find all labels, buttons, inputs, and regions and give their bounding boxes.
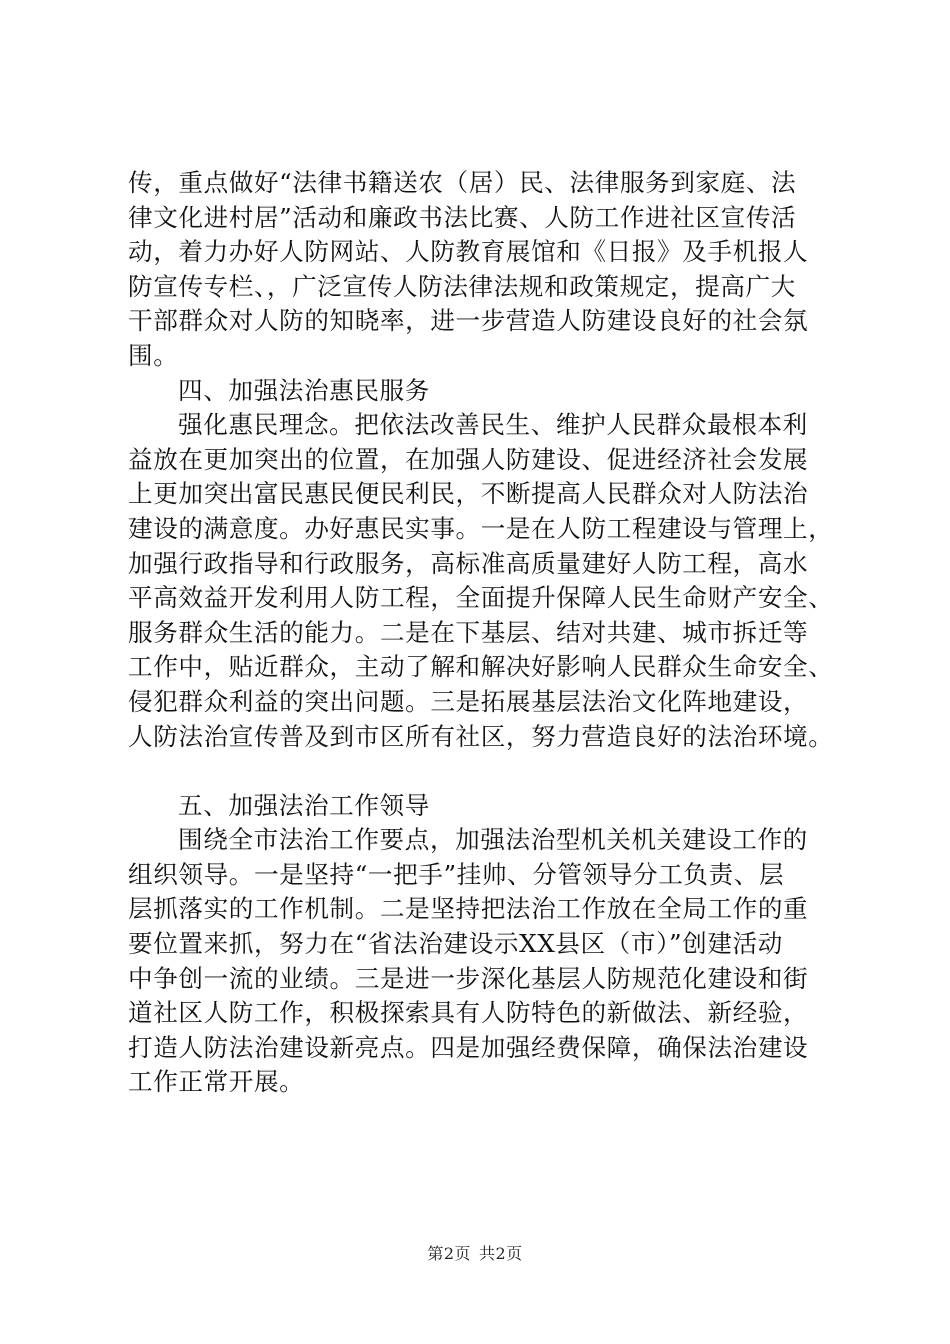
paragraph-line: 加强行政指导和行政服务，高标准高质量建好人防工程，高水	[128, 548, 809, 578]
paragraph-line: 组织领导。一是坚持“一把手”挂帅、分管领导分工负责、层	[128, 859, 785, 889]
paragraph-line: 动，着力办好人防网站、人防教育展馆和《日报》及手机报人	[128, 237, 809, 267]
paragraph-line-indented: 强化惠民理念。把依法改善民生、维护人民群众最根本利	[178, 410, 808, 440]
page-total: 共2页	[479, 1244, 523, 1263]
paragraph-line-indented: 四、加强法治惠民服务	[178, 375, 430, 405]
paragraph-line: 层抓落实的工作机制。二是坚持把法治工作放在全局工作的重	[128, 894, 809, 924]
paragraph-line: 益放在更加突出的位置，在加强人防建设、促进经济社会发展	[128, 444, 809, 474]
paragraph-line: 道社区人防工作，积极探索具有人防特色的新做法、新经验，	[128, 998, 809, 1028]
page-footer	[0, 1244, 950, 1264]
paragraph-line: 服务群众生活的能力。二是在下基层、结对共建、城市拆迁等	[128, 617, 809, 647]
paragraph-line: 工作中，贴近群众，主动了解和解决好影响人民群众生命安全、	[128, 652, 834, 682]
paragraph-line: 打造人防法治建设新亮点。四是加强经费保障，确保法治建设	[128, 1032, 809, 1062]
paragraph-line: 人防法治宣传普及到市区所有社区，努力营造良好的法治环境。	[128, 721, 834, 751]
paragraph-line: 侵犯群众利益的突出问题。三是拓展基层法治文化阵地建设，	[128, 686, 809, 716]
document-body	[128, 166, 840, 1100]
paragraph-line: 建设的满意度。办好惠民实事。一是在人防工程建设与管理上，	[128, 513, 834, 543]
paragraph-line: 中争创一流的业绩。三是进一步深化基层人防规范化建设和街	[128, 963, 809, 993]
paragraph-line: 围。	[128, 340, 179, 370]
paragraph-line: 平高效益开发利用人防工程，全面提升保障人民生命财产安全、	[128, 583, 834, 613]
paragraph-line: 防宣传专栏、，广泛宣传人防法律法规和政策规定，提高广大	[128, 271, 796, 301]
paragraph-line-indented: 五、加强法治工作领导	[178, 790, 430, 820]
paragraph-line: 干部群众对人防的知晓率，进一步营造人防建设良好的社会氛	[128, 306, 809, 336]
blank-line	[128, 754, 840, 789]
paragraph-line: 律文化进村居”活动和廉政书法比赛、人防工作进社区宣传活	[128, 202, 797, 232]
paragraph-line: 要位置来抓，努力在“省法治建设示XX县区（市）”创建活动	[128, 929, 783, 959]
paragraph-line: 传，重点做好“法律书籍送农（居）民、法律服务到家庭、法	[128, 168, 797, 197]
paragraph-line: 上更加突出富民惠民便民利民，不断提高人民群众对人防法治	[128, 479, 809, 509]
paragraph-line: 工作正常开展。	[128, 1067, 305, 1097]
paragraph-line-indented: 围绕全市法治工作要点，加强法治型机关机关建设工作的	[178, 825, 808, 855]
page-number: 第2页	[427, 1244, 471, 1263]
